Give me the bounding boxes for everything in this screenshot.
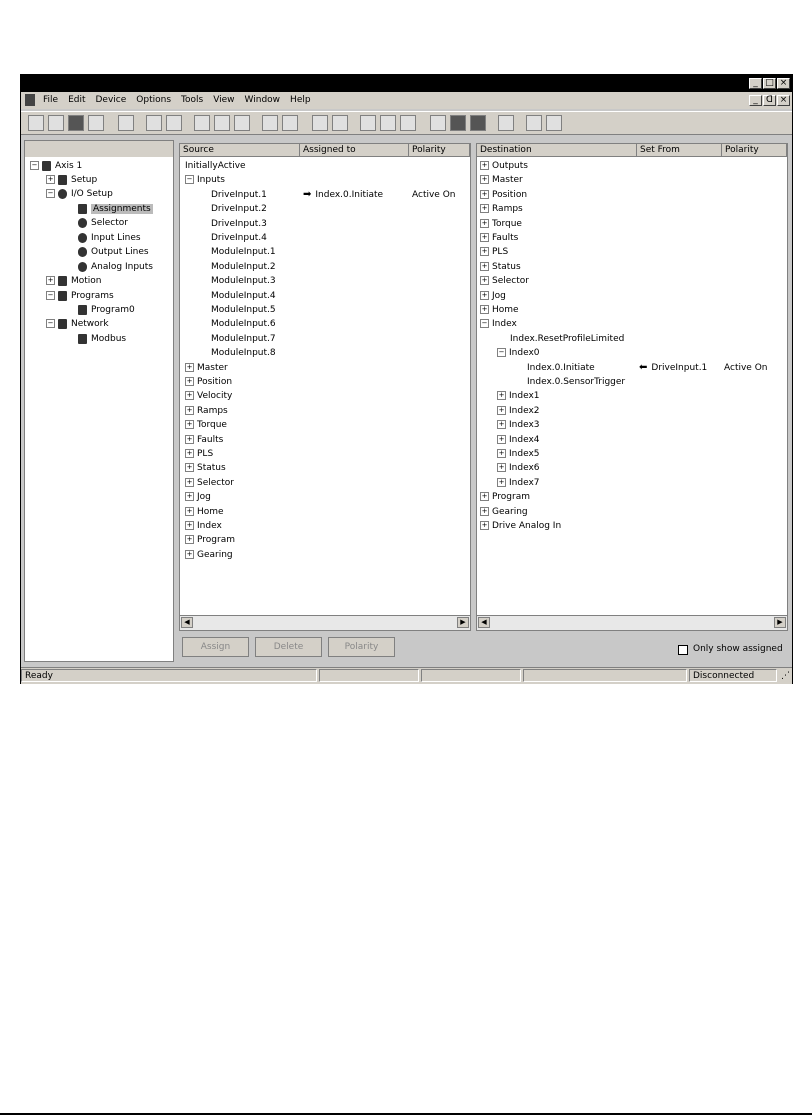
tree-item-axis[interactable]: − Axis 1 (31, 161, 83, 171)
source-row-label: Program (197, 535, 235, 546)
scroll-left-icon[interactable]: ◀ (478, 617, 490, 628)
assign-button[interactable]: Assign (182, 637, 249, 657)
move-down-icon[interactable] (166, 115, 182, 131)
program-icon (78, 305, 87, 315)
source-row[interactable] (211, 317, 491, 331)
destination-row[interactable] (497, 418, 540, 432)
tree-item-modbus[interactable]: Modbus (78, 333, 126, 346)
assigned-to-cell (303, 188, 383, 202)
status-panel (523, 669, 687, 682)
remove-icon[interactable] (214, 115, 230, 131)
collapse-icon[interactable]: − (47, 291, 54, 299)
source-row-label: ModuleInput.4 (211, 290, 276, 301)
run-icon[interactable] (470, 115, 486, 131)
polarity-cell: Active On (412, 189, 456, 200)
tree-item-assignments[interactable]: Assignments (78, 203, 153, 216)
delete-icon[interactable] (234, 115, 250, 131)
destination-row-label: PLS (492, 247, 509, 258)
source-row-label: Faults (197, 434, 224, 445)
destination-row-label: Program (492, 492, 530, 503)
doc-minimize-button[interactable]: _ (749, 95, 762, 106)
expand-icon[interactable]: + (186, 521, 193, 529)
source-row-label: Ramps (197, 405, 228, 416)
menu-tools[interactable]: Tools (181, 95, 204, 105)
source-row[interactable] (211, 303, 491, 317)
maximize-button[interactable]: □ (763, 78, 776, 89)
source-row[interactable] (185, 375, 465, 389)
arrow-left-icon: ⬅ (639, 361, 648, 373)
source-row-label: Home (197, 506, 224, 517)
destination-row-label: Torque (492, 218, 522, 229)
destination-row[interactable] (480, 159, 528, 173)
source-row-label: Velocity (197, 391, 233, 402)
network-icon (58, 319, 67, 329)
destination-row-label: Index6 (509, 463, 540, 474)
source-row[interactable] (211, 231, 491, 245)
destination-row-label: Faults (492, 233, 519, 243)
navigation-tree (24, 140, 174, 662)
source-row-label: Master (197, 362, 228, 373)
source-row[interactable] (185, 519, 465, 533)
destination-row-label: Index (492, 319, 517, 330)
tree-item-output-lines[interactable]: Output Lines (78, 246, 149, 259)
tree-item-setup[interactable]: + Setup (47, 175, 98, 185)
tree-item-programs[interactable]: − Programs (47, 291, 114, 301)
source-row-label: Position (197, 377, 233, 387)
io-setup-icon (58, 189, 67, 199)
source-row-label: Gearing (197, 549, 233, 560)
menu-device[interactable]: Device (95, 95, 127, 105)
destination-polarity-column-header[interactable]: Polarity (722, 144, 787, 157)
source-row-label: Index (197, 521, 222, 531)
polarity-cell: Active On (724, 362, 768, 373)
subtract-icon[interactable] (282, 115, 298, 131)
source-row[interactable] (211, 202, 491, 216)
source-row[interactable] (185, 159, 465, 173)
expand-icon[interactable]: + (481, 506, 488, 515)
destination-row[interactable] (480, 260, 521, 274)
print-icon[interactable] (88, 115, 104, 131)
source-row-label: ModuleInput.2 (211, 261, 276, 272)
source-row-label: DriveInput.2 (211, 204, 267, 215)
expand-icon[interactable]: + (481, 247, 488, 256)
tree-item-io-setup[interactable]: − I/O Setup (47, 189, 113, 199)
source-row[interactable] (185, 490, 465, 504)
expand-icon[interactable]: + (481, 204, 488, 213)
expand-icon[interactable]: + (186, 492, 193, 501)
assignments-icon (78, 204, 87, 214)
expand-icon[interactable]: + (481, 276, 488, 285)
destination-row-label: Index3 (509, 420, 540, 431)
menu-help[interactable]: Help (290, 95, 311, 105)
tree-item-input-lines[interactable]: Input Lines (78, 232, 141, 245)
status-panel (319, 669, 419, 682)
destination-row-label: Index.0.SensorTrigger (527, 377, 626, 387)
open-icon[interactable] (48, 115, 64, 131)
destination-row-label: Ramps (492, 204, 523, 215)
properties-icon[interactable] (312, 115, 328, 131)
expand-icon[interactable]: + (186, 506, 193, 515)
destination-row-label: Index1 (509, 391, 540, 402)
source-row[interactable] (211, 260, 491, 274)
destination-horizontal-scrollbar[interactable] (477, 615, 787, 630)
destination-row[interactable] (480, 202, 523, 216)
setup-icon (58, 175, 67, 185)
expand-icon[interactable]: + (481, 161, 488, 169)
expand-icon[interactable]: + (186, 377, 193, 385)
source-row[interactable] (185, 404, 465, 418)
expand-icon[interactable]: + (481, 233, 488, 241)
expand-icon[interactable]: + (481, 492, 488, 501)
expand-icon[interactable]: + (186, 477, 193, 486)
destination-row-label: Gearing (492, 506, 528, 517)
source-row-label: InitiallyActive (185, 161, 246, 171)
import-icon[interactable] (118, 115, 134, 131)
collapse-icon[interactable]: − (31, 161, 38, 169)
expand-icon[interactable]: + (498, 434, 505, 443)
window-icon[interactable] (498, 115, 514, 131)
only-show-assigned-checkbox[interactable] (678, 645, 688, 655)
expand-icon[interactable]: + (186, 463, 193, 472)
assigned-to-value: Index.0.Initiate (315, 189, 384, 200)
source-row[interactable] (211, 245, 491, 259)
expand-icon[interactable]: + (186, 420, 193, 429)
destination-row[interactable] (514, 375, 625, 389)
expand-icon[interactable]: + (498, 449, 505, 457)
expand-icon[interactable]: + (481, 290, 488, 299)
destination-row-label: Index2 (509, 405, 540, 416)
source-row-label: Inputs (197, 175, 225, 186)
destination-row-label: Outputs (492, 161, 528, 171)
source-row-label: ModuleInput.6 (211, 319, 276, 330)
source-row-label: DriveInput.4 (211, 233, 267, 243)
source-row-label: ModuleInput.8 (211, 348, 276, 359)
destination-row-label: Index.0.Initiate (527, 362, 595, 373)
motion-icon (58, 276, 67, 286)
source-row[interactable] (185, 461, 465, 475)
tree-item-motion[interactable]: + Motion (47, 276, 102, 286)
glasses-icon[interactable] (400, 115, 416, 131)
tree-item-selector[interactable]: Selector (78, 217, 128, 230)
source-row-label: Status (197, 463, 226, 474)
collapse-icon[interactable]: − (47, 319, 54, 327)
input-lines-icon (78, 233, 87, 243)
destination-row-label: Home (492, 305, 519, 315)
application-window (20, 74, 793, 684)
destination-row-label: Index7 (509, 477, 540, 488)
menu-window[interactable]: Window (244, 95, 281, 105)
expand-icon[interactable]: + (186, 549, 193, 558)
destination-row[interactable] (480, 317, 517, 331)
destination-row-label: Drive Analog In (492, 521, 562, 531)
source-row-label: ModuleInput.7 (211, 333, 276, 344)
tree-item-network[interactable]: − Network (47, 319, 109, 329)
collapse-icon[interactable]: − (481, 319, 488, 328)
source-row[interactable] (185, 447, 465, 461)
destination-row[interactable] (480, 274, 529, 288)
destination-list (476, 143, 788, 631)
set-from-column-header[interactable]: Set From (637, 144, 722, 157)
destination-row[interactable] (497, 461, 540, 475)
destination-row-label: Master (492, 175, 523, 186)
source-row[interactable] (185, 505, 465, 519)
set-from-value: DriveInput.1 (651, 362, 708, 373)
arrow-right-icon: ➡ (303, 188, 312, 200)
source-row[interactable] (185, 173, 465, 187)
menu-options[interactable]: Options (136, 95, 172, 105)
destination-row[interactable] (480, 173, 523, 187)
destination-row-label: Jog (492, 290, 506, 301)
source-row[interactable] (211, 274, 491, 288)
destination-row-label: Position (492, 189, 528, 200)
menu-bar (21, 92, 792, 109)
source-row-label: Torque (197, 420, 227, 431)
source-row[interactable] (211, 289, 491, 303)
programs-icon (58, 291, 67, 301)
expand-icon[interactable]: + (481, 218, 488, 227)
destination-row-label: Selector (492, 276, 529, 287)
scroll-right-icon[interactable]: ▶ (457, 617, 469, 628)
source-row-label: DriveInput.3 (211, 218, 267, 229)
page-rule (0, 1113, 812, 1115)
destination-row[interactable] (480, 505, 528, 519)
expand-icon[interactable]: + (186, 449, 193, 457)
save-icon[interactable] (68, 115, 84, 131)
expand-icon[interactable]: + (498, 477, 505, 486)
source-row[interactable] (211, 332, 491, 346)
source-list (179, 143, 471, 631)
source-row-label: Jog (197, 492, 211, 503)
destination-row-label: Index4 (509, 434, 540, 445)
device-icon[interactable] (430, 115, 446, 131)
expand-icon[interactable]: + (186, 535, 193, 544)
title-bar[interactable] (21, 75, 792, 92)
source-row[interactable] (185, 418, 465, 432)
destination-row[interactable] (480, 188, 527, 202)
menu-view[interactable]: View (213, 95, 235, 105)
source-row-label: PLS (197, 449, 214, 459)
destination-column-header[interactable]: Destination (477, 144, 637, 157)
destination-row[interactable] (480, 303, 519, 317)
expand-icon[interactable]: + (481, 261, 488, 270)
destination-row[interactable] (497, 389, 540, 403)
modbus-icon (78, 334, 87, 344)
status-bar (21, 667, 792, 684)
destination-row[interactable] (480, 490, 530, 504)
output-lines-icon (78, 247, 87, 257)
expand-icon[interactable]: + (186, 405, 193, 414)
expand-icon[interactable]: + (498, 391, 505, 400)
source-row[interactable] (185, 433, 465, 447)
source-row-label: ModuleInput.3 (211, 276, 276, 287)
selector-icon (78, 218, 87, 228)
source-row-label: ModuleInput.1 (211, 247, 276, 258)
destination-row-label: Index5 (509, 449, 540, 459)
tree-item-program0[interactable]: Program0 (78, 304, 135, 317)
source-row[interactable] (185, 548, 465, 562)
destination-row[interactable] (497, 447, 540, 461)
insert-icon[interactable] (194, 115, 210, 131)
add-icon[interactable] (262, 115, 278, 131)
expand-icon[interactable]: + (498, 405, 505, 414)
expand-icon[interactable]: + (186, 362, 193, 371)
watch-icon[interactable] (380, 115, 396, 131)
context-help-icon[interactable] (546, 115, 562, 131)
source-row-label: ModuleInput.5 (211, 305, 276, 315)
expand-icon[interactable]: + (481, 175, 488, 184)
destination-row[interactable] (497, 332, 624, 346)
help-icon[interactable] (526, 115, 542, 131)
menu-edit[interactable]: Edit (68, 95, 86, 105)
connection-status: Disconnected (689, 669, 777, 682)
collapse-icon[interactable]: − (47, 189, 54, 197)
status-text: Ready (21, 669, 317, 682)
destination-row[interactable] (497, 476, 540, 490)
zoom-icon[interactable] (360, 115, 376, 131)
destination-row[interactable] (497, 404, 540, 418)
doc-restore-button[interactable]: ᗡ (763, 95, 776, 106)
expand-icon[interactable]: + (186, 434, 193, 443)
source-row-label: Selector (197, 477, 234, 488)
source-column-header[interactable]: Source (180, 144, 300, 157)
collapse-icon[interactable]: − (498, 348, 505, 357)
source-horizontal-scrollbar[interactable] (180, 615, 470, 630)
scroll-left-icon[interactable]: ◀ (181, 617, 193, 628)
source-row[interactable] (185, 476, 465, 490)
destination-row-label: Status (492, 261, 521, 272)
assigned-to-column-header[interactable]: Assigned to (300, 144, 409, 157)
source-row[interactable] (185, 533, 465, 547)
source-row[interactable] (185, 361, 465, 375)
expand-icon[interactable]: + (481, 189, 488, 198)
delete-button[interactable]: Delete (255, 637, 322, 657)
destination-row[interactable] (480, 245, 508, 259)
menu-file[interactable]: File (43, 95, 59, 105)
analog-inputs-icon (78, 262, 87, 272)
move-up-icon[interactable] (146, 115, 162, 131)
destination-row[interactable] (480, 217, 522, 231)
close-button[interactable]: × (777, 78, 790, 89)
destination-row-label: Index.ResetProfileLimited (510, 333, 625, 344)
expand-icon[interactable]: + (47, 276, 54, 284)
resize-grip-icon[interactable]: ⋰ (781, 671, 790, 681)
drive-icon (42, 161, 51, 171)
destination-row[interactable] (497, 346, 540, 360)
source-row-label: DriveInput.1 (211, 189, 267, 200)
status-panel (421, 669, 521, 682)
expand-icon[interactable]: + (481, 305, 488, 313)
doc-close-button[interactable]: × (777, 95, 790, 106)
toolbar (21, 111, 792, 135)
source-polarity-column-header[interactable]: Polarity (409, 144, 470, 157)
new-icon[interactable] (28, 115, 44, 131)
expand-icon[interactable]: + (498, 463, 505, 472)
scroll-right-icon[interactable]: ▶ (774, 617, 786, 628)
source-row[interactable] (211, 217, 491, 231)
set-from-cell (639, 361, 707, 375)
document-icon[interactable] (332, 115, 348, 131)
expand-icon[interactable]: + (47, 175, 54, 183)
destination-row[interactable] (497, 433, 540, 447)
tree-item-analog-inputs[interactable]: Analog Inputs (78, 261, 153, 274)
expand-icon[interactable]: + (498, 420, 505, 429)
source-row[interactable] (185, 389, 465, 403)
expand-icon[interactable]: + (186, 391, 193, 400)
destination-row-label: Index0 (509, 348, 540, 359)
expand-icon[interactable]: + (481, 521, 488, 529)
app-icon[interactable] (25, 94, 35, 106)
destination-row[interactable] (514, 361, 595, 375)
collapse-icon[interactable]: − (186, 175, 193, 184)
destination-row[interactable] (480, 231, 518, 245)
destination-row[interactable] (480, 519, 561, 533)
stop-icon[interactable] (450, 115, 466, 131)
only-show-assigned-label: Only show assigned (693, 644, 783, 654)
minimize-button[interactable]: _ (749, 78, 762, 89)
destination-row[interactable] (480, 289, 506, 303)
polarity-button[interactable]: Polarity (328, 637, 395, 657)
source-row[interactable] (211, 346, 491, 360)
